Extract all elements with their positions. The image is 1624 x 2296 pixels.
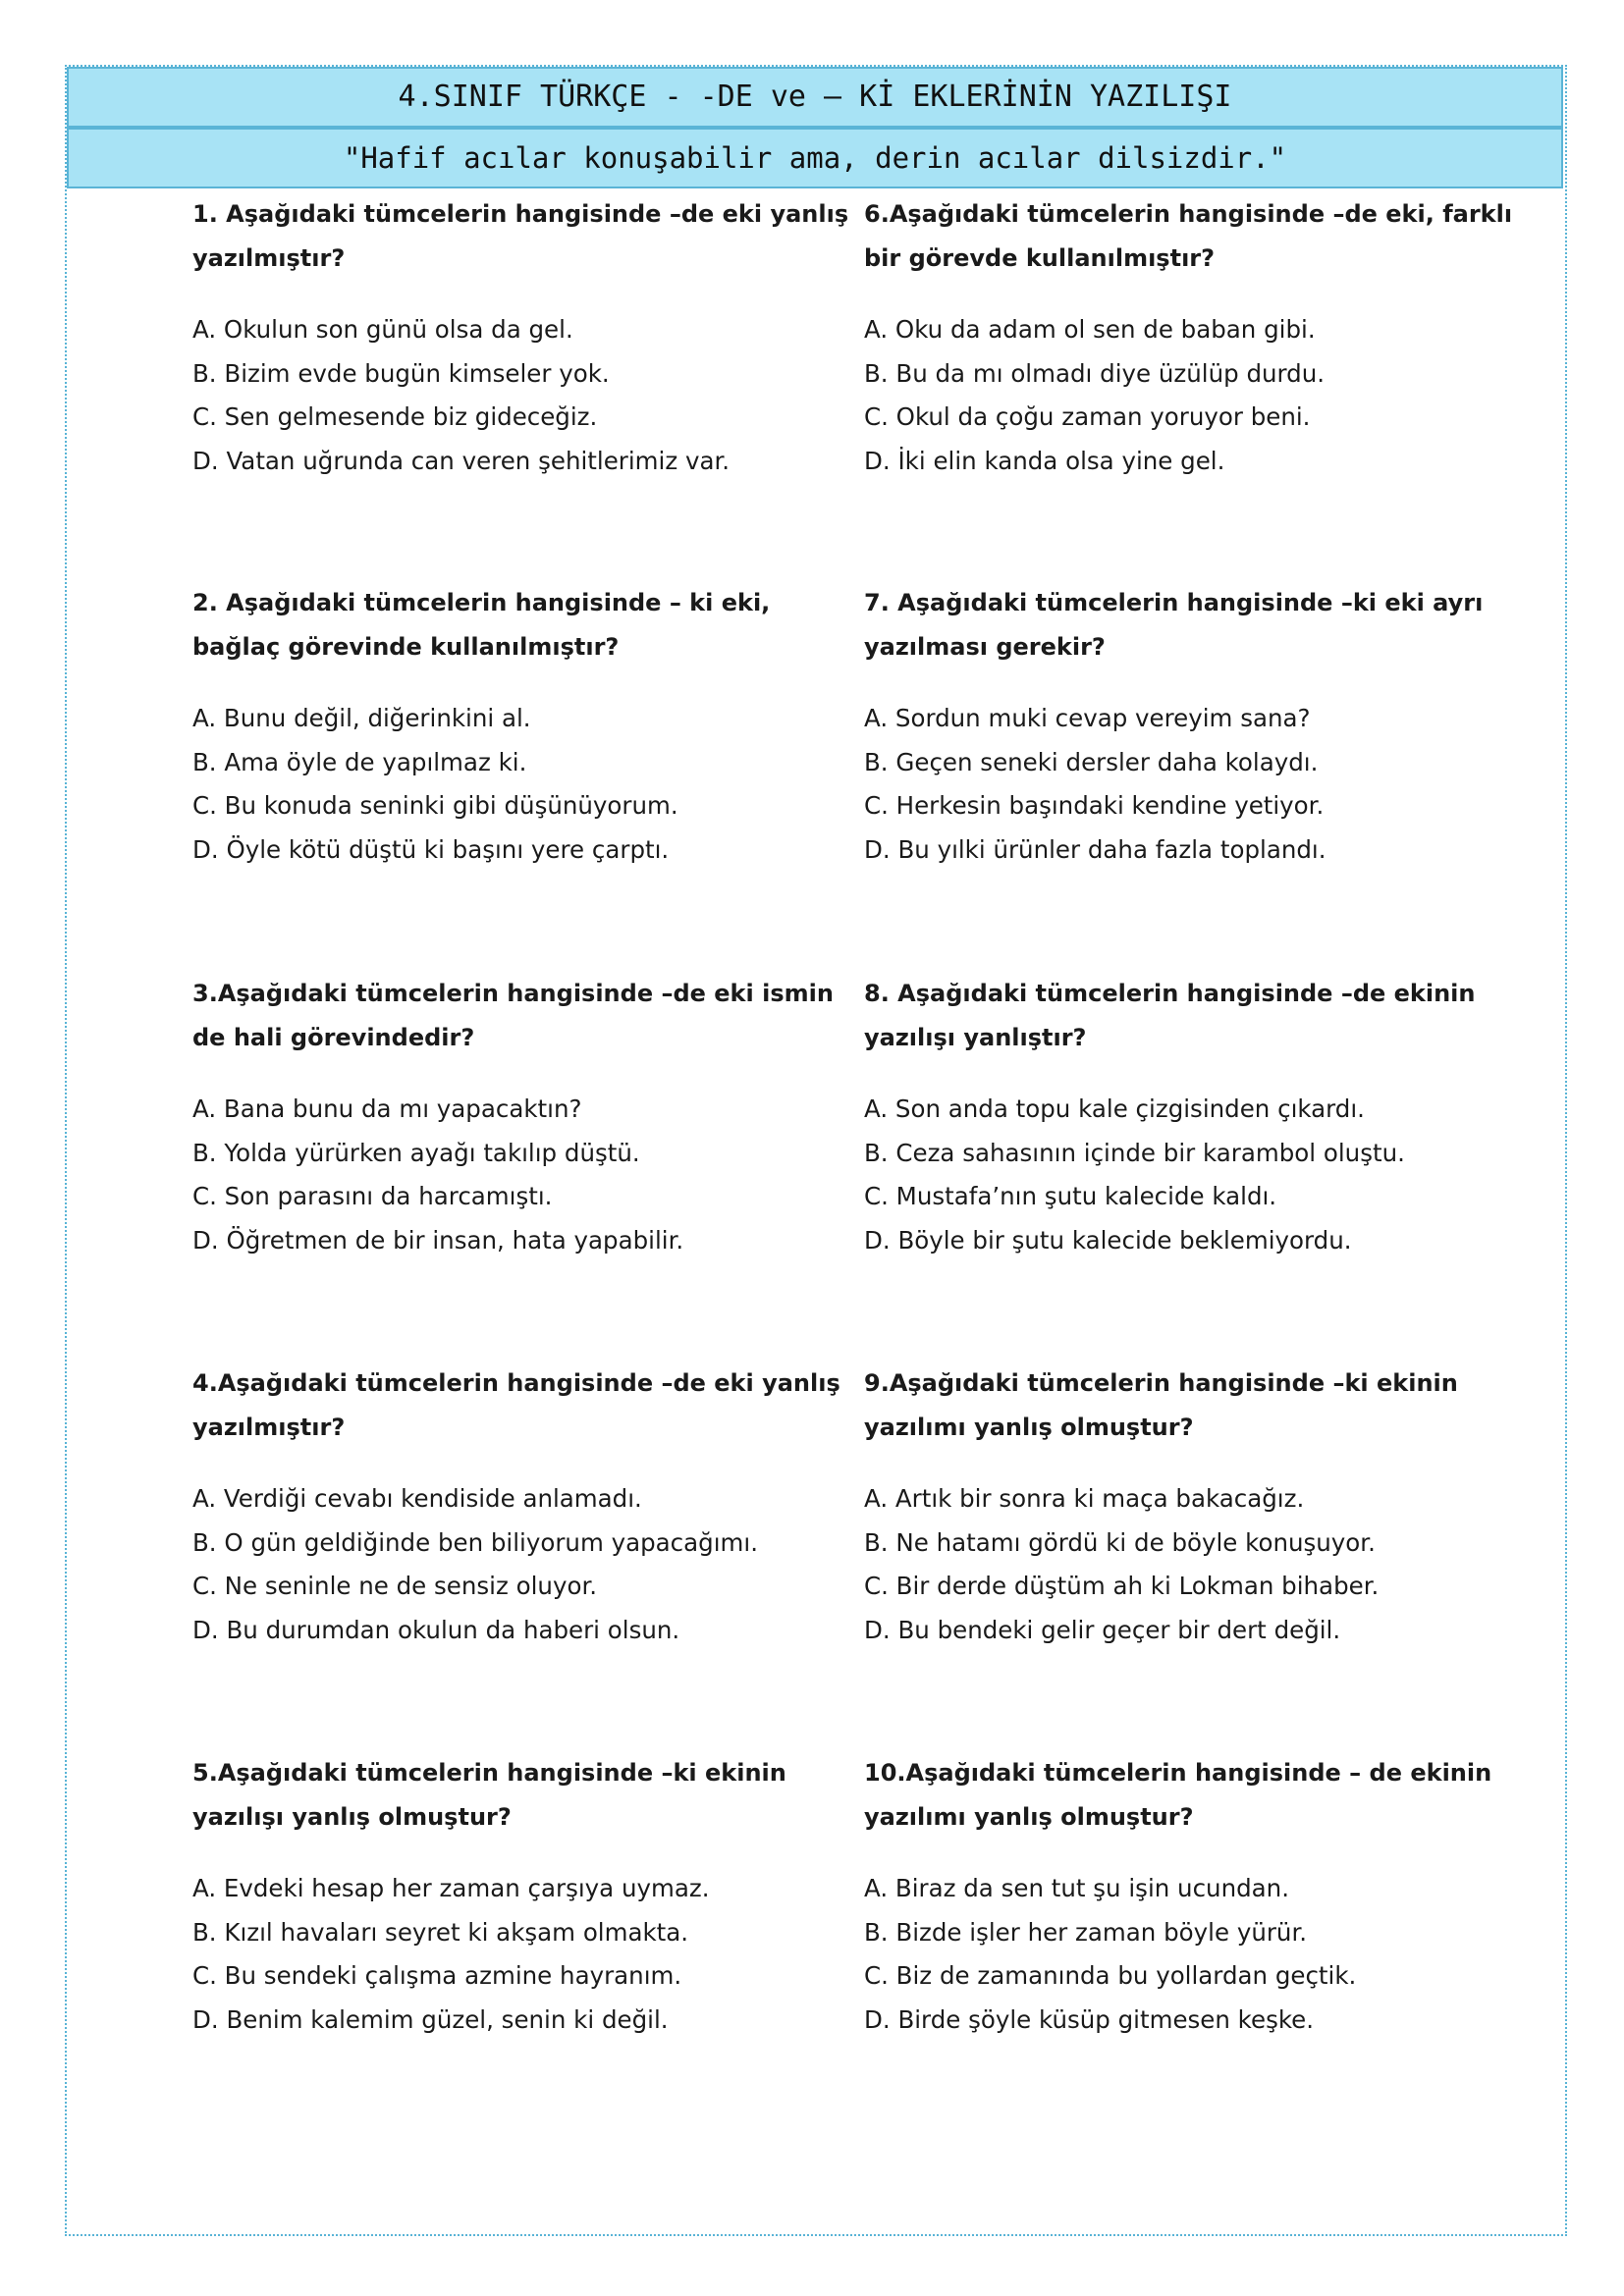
question-stem: 8. Aşağıdaki tümcelerin hangisinde –de ekinin yazılışı yanlıştır? [864, 980, 1476, 1051]
option-b[interactable]: B. Ne hatamı gördü ki de böyle konuşuyor. [864, 1527, 1376, 1557]
option-a[interactable]: A. Bunu değil, diğerinkini al. [192, 704, 531, 732]
option-c[interactable]: C. Sen gelmesende biz gideceğiz. [192, 402, 598, 432]
question-stem: 10.Aşağıdaki tümcelerin hangisinde – de ekinin yazılımı yanlış olmuştur? [864, 1759, 1492, 1831]
option-b[interactable]: B. Bizim evde bugün kimseler yok. [192, 358, 610, 388]
option-a[interactable]: A. Okulun son günü olsa da gel. [192, 315, 573, 344]
question-7 [864, 581, 1532, 872]
option-b[interactable]: B. Ceza sahasının içinde bir karambol oluştu. [864, 1138, 1405, 1167]
option-c[interactable]: C. Son parasını da harcamıştı. [192, 1182, 553, 1211]
option-d[interactable]: D. Bu yılki ürünler daha fazla toplandı. [864, 834, 1326, 864]
question-4 [192, 1362, 860, 1652]
option-c[interactable]: C. Ne seninle ne de sensiz oluyor. [192, 1572, 598, 1601]
motto-banner: "Hafif acılar konuşabilir ama, derin acılar dilsizdir." [67, 128, 1563, 188]
question-1 [192, 192, 860, 483]
option-c[interactable]: C. Okul da çoğu zaman yoruyor beni. [864, 402, 1311, 432]
option-c[interactable]: C. Bir derde düştüm ah ki Lokman bihaber. [864, 1572, 1380, 1601]
question-stem: 1. Aşağıdaki tümcelerin hangisinde –de eki yanlış yazılmıştır? [192, 200, 849, 272]
option-list [192, 308, 860, 483]
option-b[interactable]: B. Yolda yürürken ayağı takılıp düştü. [192, 1138, 640, 1167]
option-d[interactable]: D. Benim kalemim güzel, senin ki değil. [192, 2004, 669, 2034]
option-c[interactable]: C. Herkesin başındaki kendine yetiyor. [864, 791, 1325, 821]
question-2 [192, 581, 860, 872]
option-d[interactable]: D. Bu bendeki gelir geçer bir dert değil. [864, 1615, 1341, 1644]
option-d[interactable]: D. İki elin kanda olsa yine gel. [864, 446, 1225, 475]
question-stem: 6.Aşağıdaki tümcelerin hangisinde –de eki, farklı bir görevde kullanılmıştır? [864, 200, 1513, 272]
option-d[interactable]: D. Öğretmen de bir insan, hata yapabilir. [192, 1225, 684, 1255]
option-b[interactable]: B. Bizde işler her zaman böyle yürür. [864, 1917, 1308, 1947]
question-stem: 9.Aşağıdaki tümcelerin hangisinde –ki ekinin yazılımı yanlış olmuştur? [864, 1369, 1458, 1441]
option-a[interactable]: A. Biraz da sen tut şu işin ucundan. [864, 1874, 1289, 1902]
option-d[interactable]: D. Bu durumdan okulun da haberi olsun. [192, 1615, 680, 1644]
option-d[interactable]: D. Böyle bir şutu kalecide beklemiyordu. [864, 1225, 1352, 1255]
question-stem: 2. Aşağıdaki tümcelerin hangisinde – ki eki, bağlaç görevinde kullanılmıştır? [192, 589, 771, 661]
option-list [192, 1088, 860, 1262]
option-list [192, 1477, 860, 1652]
option-list [864, 308, 1532, 483]
option-a[interactable]: A. Verdiği cevabı kendiside anlamadı. [192, 1484, 642, 1513]
option-d[interactable]: D. Öyle kötü düştü ki başını yere çarptı. [192, 834, 670, 864]
option-a[interactable]: A. Bana bunu da mı yapacaktın? [192, 1095, 582, 1123]
option-a[interactable]: A. Evdeki hesap her zaman çarşıya uymaz. [192, 1874, 710, 1902]
option-list [864, 1088, 1532, 1262]
option-b[interactable]: B. Ama öyle de yapılmaz ki. [192, 747, 527, 776]
option-list [192, 1867, 860, 2042]
question-stem: 5.Aşağıdaki tümcelerin hangisinde –ki ekinin yazılışı yanlış olmuştur? [192, 1759, 786, 1831]
question-stem: 7. Aşağıdaki tümcelerin hangisinde –ki eki ayrı yazılması gerekir? [864, 589, 1484, 661]
option-c[interactable]: C. Mustafa’nın şutu kalecide kaldı. [864, 1182, 1277, 1211]
option-c[interactable]: C. Biz de zamanında bu yollardan geçtik. [864, 1961, 1357, 1991]
question-stem: 4.Aşağıdaki tümcelerin hangisinde –de eki yanlış yazılmıştır? [192, 1369, 840, 1441]
question-8 [864, 972, 1532, 1262]
question-stem: 3.Aşağıdaki tümcelerin hangisinde –de eki ismin de hali görevindedir? [192, 980, 834, 1051]
option-a[interactable]: A. Artık bir sonra ki maça bakacağız. [864, 1484, 1305, 1513]
question-5 [192, 1751, 860, 2042]
option-list [192, 697, 860, 872]
option-a[interactable]: A. Oku da adam ol sen de baban gibi. [864, 315, 1316, 344]
option-d[interactable]: D. Vatan uğrunda can veren şehitlerimiz var. [192, 446, 731, 475]
option-list [864, 1867, 1532, 2042]
question-10 [864, 1751, 1532, 2042]
question-9 [864, 1362, 1532, 1652]
question-6 [864, 192, 1532, 483]
option-b[interactable]: B. Geçen seneki dersler daha kolaydı. [864, 747, 1319, 776]
option-b[interactable]: B. O gün geldiğinde ben biliyorum yapacağımı. [192, 1527, 758, 1557]
option-c[interactable]: C. Bu sendeki çalışma azmine hayranım. [192, 1961, 682, 1991]
option-a[interactable]: A. Son anda topu kale çizgisinden çıkardı. [864, 1095, 1365, 1123]
option-b[interactable]: B. Kızıl havaları seyret ki akşam olmakta. [192, 1917, 689, 1947]
question-3 [192, 972, 860, 1262]
option-d[interactable]: D. Birde şöyle küsüp gitmesen keşke. [864, 2004, 1315, 2034]
option-list [864, 1477, 1532, 1652]
option-list [864, 697, 1532, 872]
option-a[interactable]: A. Sordun muki cevap vereyim sana? [864, 704, 1311, 732]
option-c[interactable]: C. Bu konuda seninki gibi düşünüyorum. [192, 791, 678, 821]
page-title: 4.SINIF TÜRKÇE - -DE ve – Kİ EKLERİNİN YAZILIŞI [67, 67, 1563, 128]
option-b[interactable]: B. Bu da mı olmadı diye üzülüp durdu. [864, 358, 1326, 388]
